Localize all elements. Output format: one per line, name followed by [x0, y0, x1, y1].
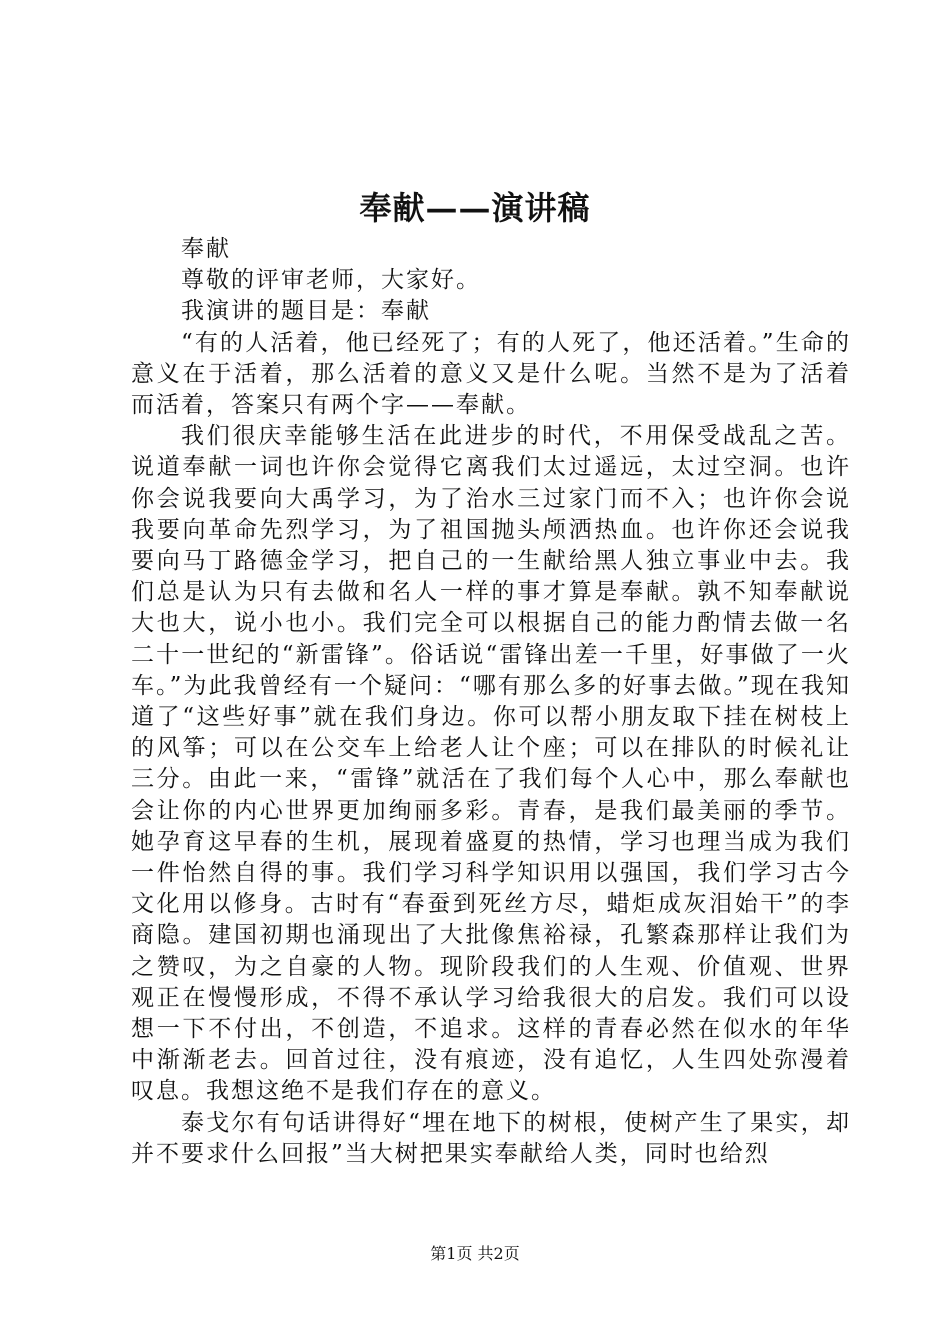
paragraph-2: 尊敬的评审老师，大家好。 — [181, 267, 481, 294]
document-title: 奉献——演讲稿 — [359, 189, 591, 227]
paragraph-1: 奉献 — [181, 236, 231, 262]
document-body — [131, 234, 851, 1170]
paragraph-3: 我演讲的题目是：奉献 — [181, 298, 431, 325]
paragraph-4: “有的人活着，他已经死了；有的人死了，他还活着。”生命的意义在于活着，那么活着的意义又是什么呢。当然不是为了活着而活着，答案只有两个字——奉献。 — [131, 329, 851, 419]
paragraph-5: 我们很庆幸能够生活在此进步的时代，不用保受战乱之苦。说道奉献一词也许你会觉得它离我们太过遥远，太过空洞。也许你会说我要向大禹学习，为了治水三过家门而不入；也许你会说我要向革命先烈学习，为了祖国抛头颅洒热血。也许你还会说我要向马丁路德金学习，把自己的一生献给黑人独立事业中去。我们总是认为只有去做和名人一样的事才算是奉献。孰不知奉献说大也大，说小也小。我们完全可以根据自己的能力酌情去做一名二十一世纪的“新雷锋”。俗话说“雷锋出差一千里，好事做了一火车。”为此我曾经有一个疑问：“哪有那么多的好事去做。”现在我知道了“这些好事”就在我们身边。你可以帮小朋友取下挂在树枝上的风筝；可以在公交车上给老人让个座；可以在排队的时候礼让三分。由此一来，“雷锋”就活在了我们每个人心中，那么奉献也会让你的内心世界更加绚丽多彩。青春，是我们最美丽的季节。她孕育这早春的生机，展现着盛夏的热情，学习也理当成为我们一件怡然自得的事。我们学习科学知识用以强国，我们学习古今文化用以修身。古时有“春蚕到死丝方尽，蜡炬成灰泪始干”的李商隐。建国初期也涌现出了大批像焦裕禄，孔繁森那样让我们为之赞叹，为之自豪的人物。现阶段我们的人生观、价值观、世界观正在慢慢形成，不得不承认学习给我很大的启发。我们可以设想一下不付出，不创造，不追求。这样的青春必然在似水的年华中渐渐老去。回首过往，没有痕迹，没有追忆，人生四处弥漫着叹息。我想这绝不是我们存在的意义。 — [131, 423, 851, 1105]
page-footer: 第1页 共2页 — [430, 1244, 520, 1263]
paragraph-6: 泰戈尔有句话讲得好“埋在地下的树根，使树产生了果实，却并不要求什么回报”当大树把果实奉献给人类，同时也给烈 — [131, 1109, 851, 1167]
